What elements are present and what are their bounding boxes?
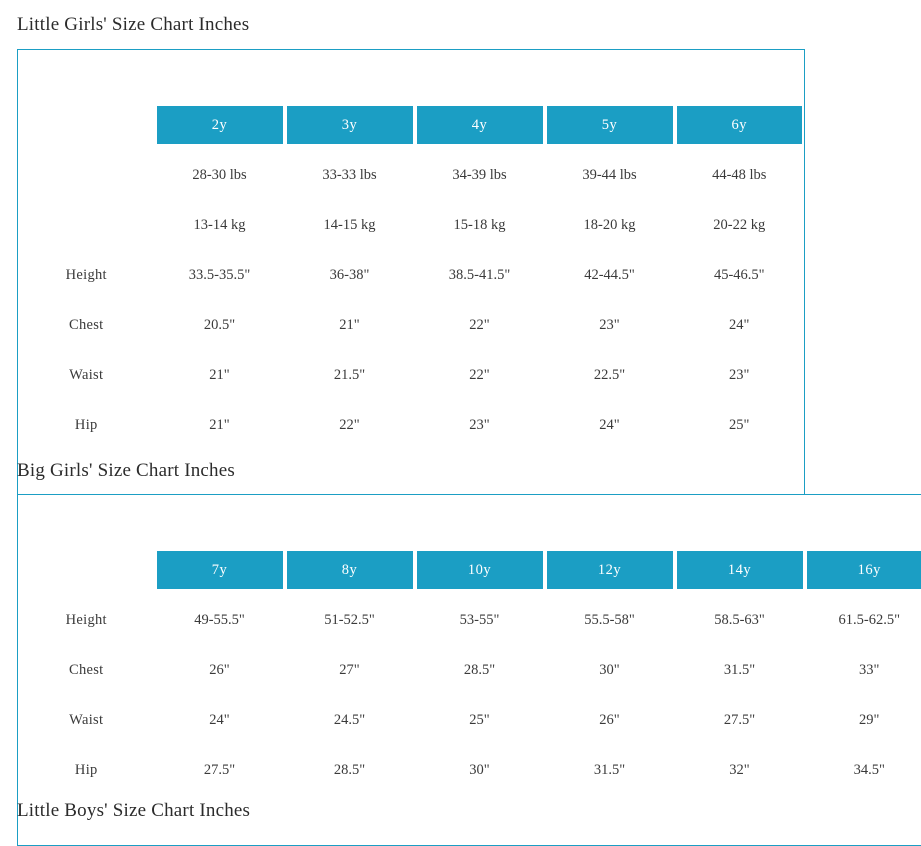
big-girls-size-table (17, 494, 921, 846)
table-cell: 27" (285, 645, 415, 695)
row-label-chest: Chest (18, 300, 155, 350)
page-title-little-girls: Little Girls' Size Chart Inches (0, 14, 249, 36)
table-cell: 28.5" (285, 745, 415, 795)
table-cell: 31.5" (675, 645, 805, 695)
spacer-cell (415, 50, 545, 101)
table-cell: 45-46.5" (675, 250, 805, 300)
table-cell: 23" (415, 400, 545, 450)
table-cell: 24" (545, 400, 675, 450)
table-cell: 55.5-58" (545, 595, 675, 645)
spacer-cell (545, 450, 675, 501)
row-label-waist: Waist (18, 695, 155, 745)
spacer-cell (675, 495, 805, 546)
table-cell: 22" (415, 350, 545, 400)
table-cell: 21" (155, 400, 285, 450)
table-cell: 25" (415, 695, 545, 745)
table-cell: 53-55" (415, 595, 545, 645)
header-corner-cell (18, 545, 155, 595)
table-cell: 33-33 lbs (285, 150, 415, 200)
table-cell: 23" (675, 350, 805, 400)
table-row (18, 595, 921, 645)
spacer-cell (18, 495, 155, 546)
table-cell: 30" (545, 645, 675, 695)
table-row (18, 350, 805, 400)
table-cell: 29" (805, 695, 921, 745)
table-row (18, 200, 805, 250)
spacer-cell (675, 450, 805, 501)
table-cell: 34-39 lbs (415, 150, 545, 200)
table-row (18, 300, 805, 350)
column-header-2y: 2y (155, 100, 285, 150)
table-cell: 22" (415, 300, 545, 350)
table-row (18, 150, 805, 200)
spacer-cell (675, 795, 805, 846)
table-row (18, 745, 921, 795)
column-header-8y: 8y (285, 545, 415, 595)
table-spacer-row (18, 50, 805, 101)
table-cell: 33" (805, 645, 921, 695)
table-cell: 21.5" (285, 350, 415, 400)
spacer-cell (805, 495, 921, 546)
table-cell: 39-44 lbs (545, 150, 675, 200)
table-cell: 32" (675, 745, 805, 795)
row-label-hip: Hip (18, 400, 155, 450)
table-cell: 51-52.5" (285, 595, 415, 645)
table-cell: 34.5" (805, 745, 921, 795)
table-cell: 49-55.5" (155, 595, 285, 645)
spacer-cell (675, 50, 805, 101)
table-row (18, 645, 921, 695)
column-header-7y: 7y (155, 545, 285, 595)
table-cell: 20-22 kg (675, 200, 805, 250)
table-row (18, 250, 805, 300)
table-spacer-row (18, 495, 921, 546)
table-cell: 44-48 lbs (675, 150, 805, 200)
table-cell: 27.5" (675, 695, 805, 745)
page-title-big-girls: Big Girls' Size Chart Inches (0, 460, 235, 482)
row-label-chest: Chest (18, 645, 155, 695)
table-header-row (18, 100, 805, 150)
column-header-12y: 12y (545, 545, 675, 595)
row-label-hip: Hip (18, 745, 155, 795)
spacer-cell (285, 450, 415, 501)
table-cell: 28.5" (415, 645, 545, 695)
row-label (18, 200, 155, 250)
row-label-height: Height (18, 595, 155, 645)
column-header-16y: 16y (805, 545, 921, 595)
table-row (18, 400, 805, 450)
column-header-6y: 6y (675, 100, 805, 150)
table-cell: 38.5-41.5" (415, 250, 545, 300)
table-cell: 21" (285, 300, 415, 350)
row-label (18, 150, 155, 200)
spacer-cell (155, 495, 285, 546)
spacer-cell (415, 795, 545, 846)
table-header-row (18, 545, 921, 595)
table-cell: 31.5" (545, 745, 675, 795)
table-cell: 28-30 lbs (155, 150, 285, 200)
table-cell: 22.5" (545, 350, 675, 400)
table-cell: 20.5" (155, 300, 285, 350)
column-header-3y: 3y (285, 100, 415, 150)
column-header-10y: 10y (415, 545, 545, 595)
little-girls-size-table (17, 49, 805, 501)
table-cell: 24" (155, 695, 285, 745)
table-cell: 13-14 kg (155, 200, 285, 250)
header-corner-cell (18, 100, 155, 150)
page-title-little-boys: Little Boys' Size Chart Inches (0, 800, 250, 822)
table-cell: 58.5-63" (675, 595, 805, 645)
spacer-cell (805, 795, 921, 846)
spacer-cell (545, 495, 675, 546)
spacer-cell (545, 795, 675, 846)
table-cell: 36-38" (285, 250, 415, 300)
table-cell: 26" (155, 645, 285, 695)
spacer-cell (285, 50, 415, 101)
spacer-cell (155, 50, 285, 101)
column-header-5y: 5y (545, 100, 675, 150)
table-cell: 22" (285, 400, 415, 450)
row-label-waist: Waist (18, 350, 155, 400)
column-header-4y: 4y (415, 100, 545, 150)
table-cell: 30" (415, 745, 545, 795)
table-cell: 15-18 kg (415, 200, 545, 250)
spacer-cell (285, 495, 415, 546)
table-cell: 33.5-35.5" (155, 250, 285, 300)
table-cell: 24" (675, 300, 805, 350)
table-cell: 26" (545, 695, 675, 745)
table-cell: 23" (545, 300, 675, 350)
table-cell: 61.5-62.5" (805, 595, 921, 645)
spacer-cell (545, 50, 675, 101)
table-cell: 27.5" (155, 745, 285, 795)
spacer-cell (285, 795, 415, 846)
table-cell: 14-15 kg (285, 200, 415, 250)
spacer-cell (415, 450, 545, 501)
column-header-14y: 14y (675, 545, 805, 595)
table-cell: 42-44.5" (545, 250, 675, 300)
table-row (18, 695, 921, 745)
table-cell: 25" (675, 400, 805, 450)
table-cell: 24.5" (285, 695, 415, 745)
table-cell: 18-20 kg (545, 200, 675, 250)
row-label-height: Height (18, 250, 155, 300)
spacer-cell (18, 50, 155, 101)
spacer-cell (415, 495, 545, 546)
table-cell: 21" (155, 350, 285, 400)
